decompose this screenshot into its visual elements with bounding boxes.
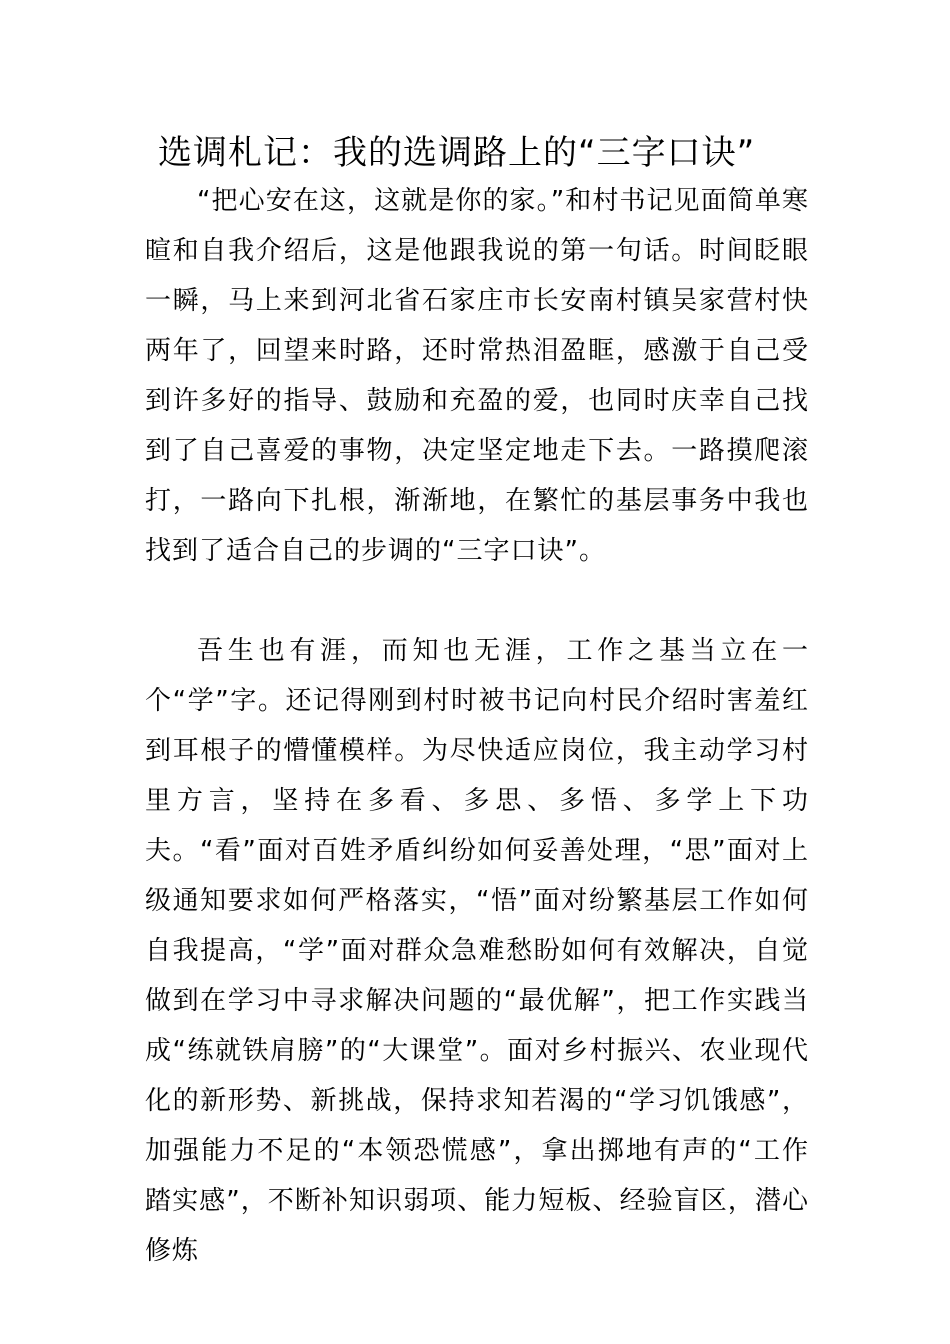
paragraph-2: 吾生也有涯，而知也无涯，工作之基当立在一个“学”字。还记得刚到村时被书记向村民介绍时害羞红到耳根子的懵懂模样。为尽快适应岗位，我主动学习村里方言，坚持在多看、多思、多悟、多学上下功夫。“看”面对百姓矛盾纠纷如何妥善处理，“思”面对上级通知要求如何严格落实，“悟”面对纷繁基层工作如何自我提高，“学”面对群众急难愁盼如何有效解决，自觉做到在学习中寻求解决问题的“最优解”，把工作实践当成“练就铁肩膀”的“大课堂”。面对乡村振兴、农业现代化的新形势、新挑战，保持求知若渴的“学习饥饿感”，加强能力不足的“本领恐慌感”，拿出掷地有声的“工作踏实感”，不断补知识弱项、能力短板、经验盲区，潜心修炼 [145,636,809,1266]
paragraph-1: “把心安在这，这就是你的家。”和村书记见面简单寒暄和自我介绍后，这是他跟我说的第一句话。时间眨眼一瞬，马上来到河北省石家庄市长安南村镇吴家营村快两年了，回望来时路，还时常热泪盈眶，感激于自己受到许多好的指导、鼓励和充盈的爱，也同时庆幸自己找到了自己喜爱的事物，决定坚定地走下去。一路摸爬滚打，一路向下扎根，渐渐地，在繁忙的基层事务中我也找到了适合自己的步调的“三字口诀”。 [145,186,809,566]
document-title: 选调札记：我的选调路上的“三字口诀” [158,133,756,173]
